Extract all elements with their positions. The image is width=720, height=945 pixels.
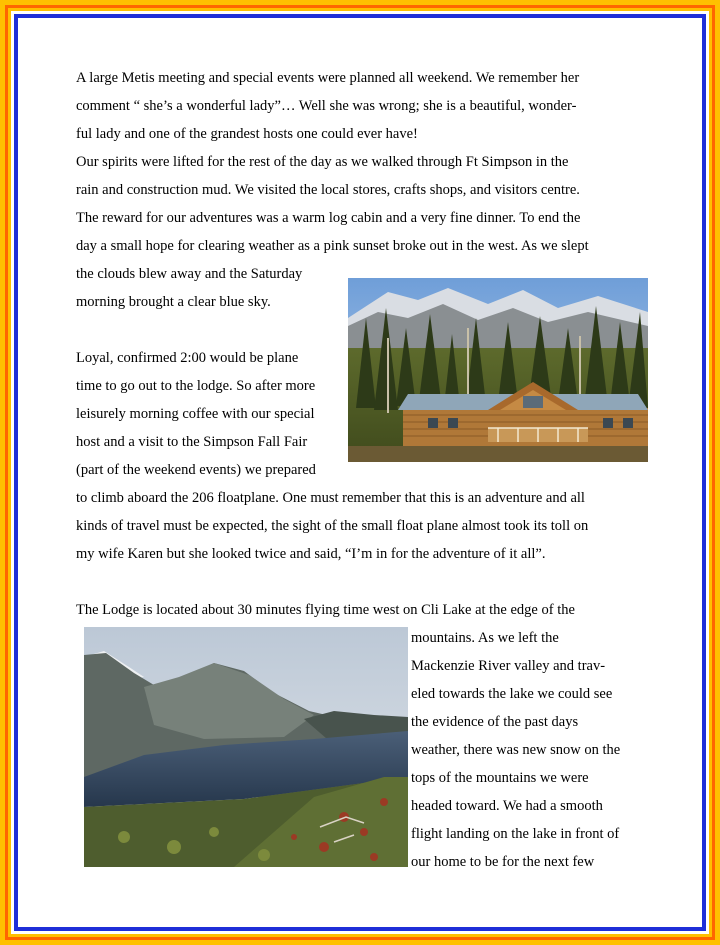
text-line: morning brought a clear blue sky. [76,294,271,310]
text-line: kinds of travel must be expected, the sight of the small float plane almost took its toll on [76,518,589,534]
text-line: Mackenzie River valley and trav- [411,658,606,674]
text-line: leisurely morning coffee with our special [76,406,315,422]
text-line: the clouds blew away and the Saturday [76,266,303,282]
text-line: ful lady and one of the grandest hosts one could ever have! [76,126,418,142]
text-line: Loyal, confirmed 2:00 would be plane [76,350,299,366]
text-line: the evidence of the past days [411,714,579,730]
text-line: rain and construction mud. We visited the local stores, crafts shops, and visitors centre. [76,182,580,198]
text-line: A large Metis meeting and special events were planned all weekend. We remember her [76,70,580,86]
text-line: time to go out to the lodge. So after more [76,378,316,394]
mountain-lake-photo [84,627,408,867]
text-line: headed toward. We had a smooth [411,798,603,814]
text-line: day a small hope for clearing weather as a pink sunset broke out in the west. As we slept [76,238,589,254]
document-page [22,22,698,923]
text-line: mountains. As we left the [411,630,559,646]
log-cabin-photo [348,278,648,462]
text-line: host and a visit to the Simpson Fall Fair [76,434,308,450]
text-line: my wife Karen but she looked twice and said, “I’m in for the adventure of it all”. [76,546,546,562]
text-line: (part of the weekend events) we prepared [76,462,316,478]
text-line: our home to be for the next few [411,854,595,870]
text-line: eled towards the lake we could see [411,686,613,702]
text-line: to climb aboard the 206 floatplane. One must remember that this is an adventure and all [76,490,585,506]
text-line: weather, there was new snow on the [411,742,621,758]
text-line: comment “ she’s a wonderful lady”… Well she was wrong; she is a beautiful, wonder- [76,98,577,114]
text-line: The reward for our adventures was a warm log cabin and a very fine dinner. To end the [76,210,581,226]
text-line: tops of the mountains we were [411,770,589,786]
text-line: Our spirits were lifted for the rest of the day as we walked through Ft Simpson in the [76,154,569,170]
text-line: The Lodge is located about 30 minutes flying time west on Cli Lake at the edge of the [76,602,575,618]
text-line: flight landing on the lake in front of [411,826,620,842]
